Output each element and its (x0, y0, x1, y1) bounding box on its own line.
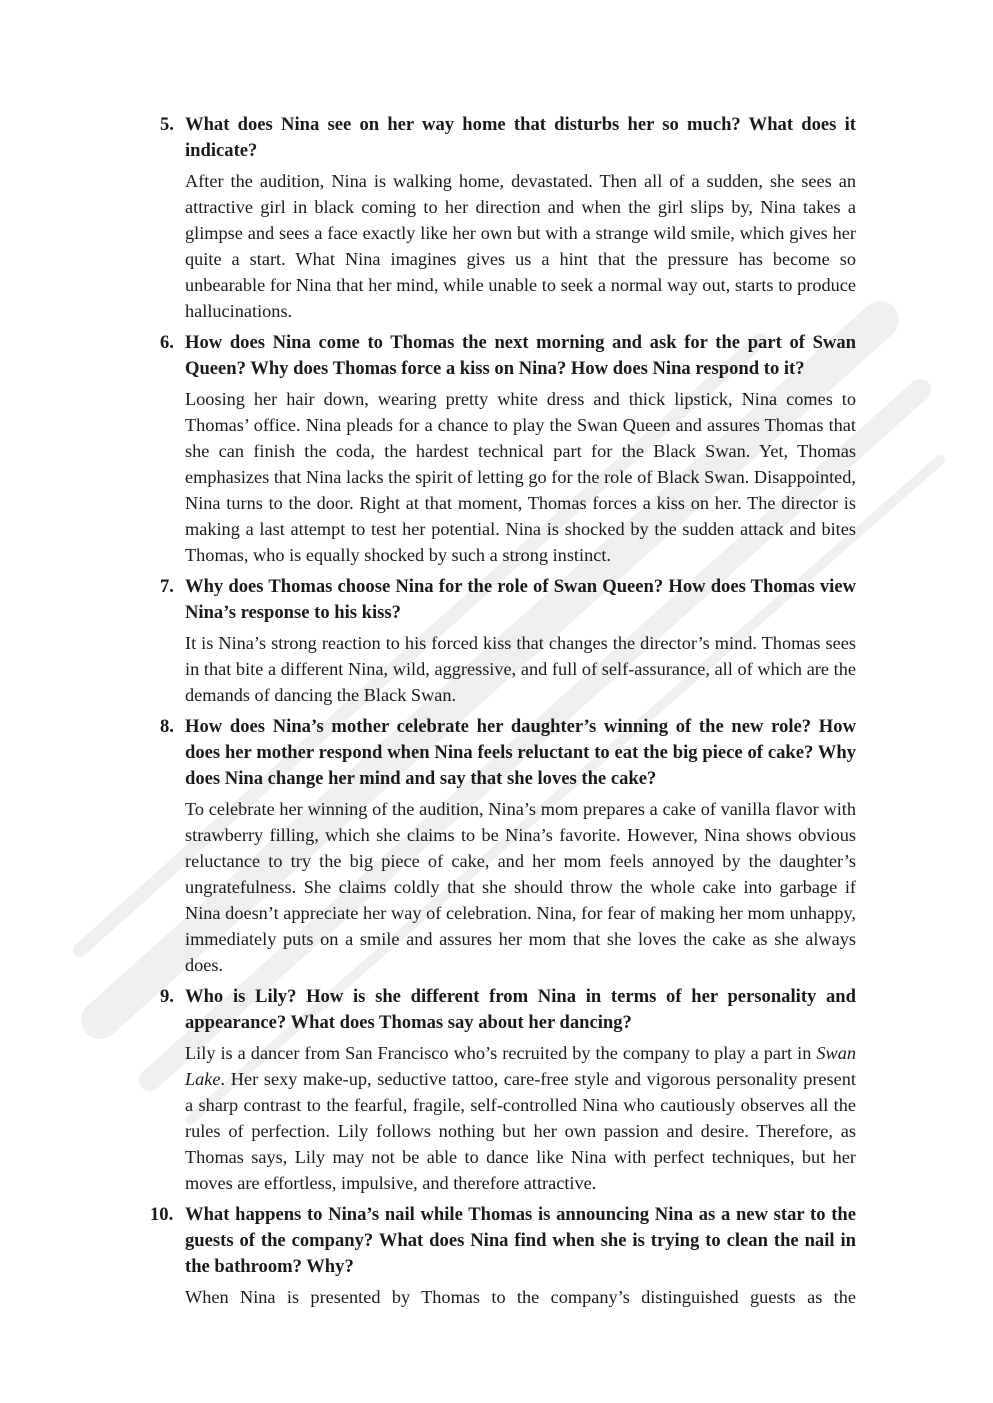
question-number: 10. (150, 1204, 174, 1225)
question-text: Who is Lily? How is she different from Nina in terms of her personality and appearance? What does Thomas say about her dancing? (185, 986, 856, 1033)
question-number: 6. (160, 332, 174, 353)
question (160, 714, 856, 792)
question (150, 1202, 856, 1280)
qa-item-7 (160, 574, 856, 708)
question-text: What does Nina see on her way home that disturbs her so much? What does it indicate? (185, 114, 856, 161)
question-number: 9. (160, 986, 174, 1007)
answer-text (185, 1040, 856, 1196)
question-number: 8. (160, 716, 174, 737)
qa-item-5 (160, 112, 856, 324)
qa-item-9 (160, 984, 856, 1196)
question-text: Why does Thomas choose Nina for the role of Swan Queen? How does Thomas view Nina’s response to his kiss? (185, 576, 856, 623)
answer-text-part: . Her sexy make-up, seductive tattoo, care-free style and vigorous personality present a sharp contrast to the fearful, fragile, self-controlled Nina who cautiously observes all the rules of perfection. Lily follows nothing but her own passion and desire. Therefore, as Thomas says, Lily may not be able to dance like Nina with perfect techniques, but her moves are effortless, impulsive, and therefore attractive. (185, 1069, 856, 1193)
answer-text: Loosing her hair down, wearing pretty white dress and thick lipstick, Nina comes to Thomas’ office. Nina pleads for a chance to play the Swan Queen and assures Thomas that she can finish the coda, the hardest technical part for the Black Swan. Yet, Thomas emphasizes that Nina lacks the spirit of letting go for the role of Black Swan. Disappointed, Nina turns to the door. Right at that moment, Thomas forces a kiss on her. The director is making a last attempt to test her potential. Nina is shocked by the sudden attack and bites Thomas, who is equally shocked by such a strong instinct. (185, 389, 856, 565)
question (160, 574, 856, 626)
film-title: Swan Lake (185, 1043, 856, 1089)
qa-item-8 (160, 714, 856, 978)
answer-text: After the audition, Nina is walking home, devastated. Then all of a sudden, she sees an attractive girl in black coming to her direction and when the girl slips by, Nina takes a glimpse and sees a face exactly like her own but with a strange wild smile, which gives her quite a start. What Nina imagines gives us a hint that the pressure has become so unbearable for Nina that her mind, while unable to seek a normal way out, starts to produce hallucinations. (185, 171, 856, 321)
question-text: How does Nina’s mother celebrate her daughter’s winning of the new role? How does her mother respond when Nina feels reluctant to eat the big piece of cake? Why does Nina change her mind and say that she loves the cake? (185, 716, 856, 789)
qa-item-10 (150, 1202, 856, 1310)
document-page (150, 112, 856, 1316)
question-text: What happens to Nina’s nail while Thomas is announcing Nina as a new star to the guests of the company? What does Nina find when she is trying to clean the nail in the bathroom? Why? (185, 1204, 856, 1277)
question-number: 7. (160, 576, 174, 597)
question (160, 984, 856, 1036)
answer-text: When Nina is presented by Thomas to the company’s distinguished guests as the (185, 1287, 856, 1307)
qa-item-6 (160, 330, 856, 568)
answer-text-part: Lily is a dancer from San Francisco who’s recruited by the company to play a part in (185, 1043, 817, 1063)
question (160, 330, 856, 382)
question (160, 112, 856, 164)
answer-text: It is Nina’s strong reaction to his forced kiss that changes the director’s mind. Thomas sees in that bite a different Nina, wild, aggressive, and full of self-assurance, all of which are the demands of dancing the Black Swan. (185, 633, 856, 705)
question-number: 5. (160, 114, 174, 135)
answer-text: To celebrate her winning of the audition, Nina’s mom prepares a cake of vanilla flavor with strawberry filling, which she claims to be Nina’s favorite. However, Nina shows obvious reluctance to try the big piece of cake, and her mom feels annoyed by the daughter’s ungratefulness. She claims coldly that she should throw the whole cake into garbage if Nina doesn’t appreciate her way of celebration. Nina, for fear of making her mom unhappy, immediately puts on a smile and assures her mom that she loves the cake as she always does. (185, 799, 856, 975)
question-text: How does Nina come to Thomas the next morning and ask for the part of Swan Queen? Why does Thomas force a kiss on Nina? How does Nina respond to it? (185, 332, 856, 379)
